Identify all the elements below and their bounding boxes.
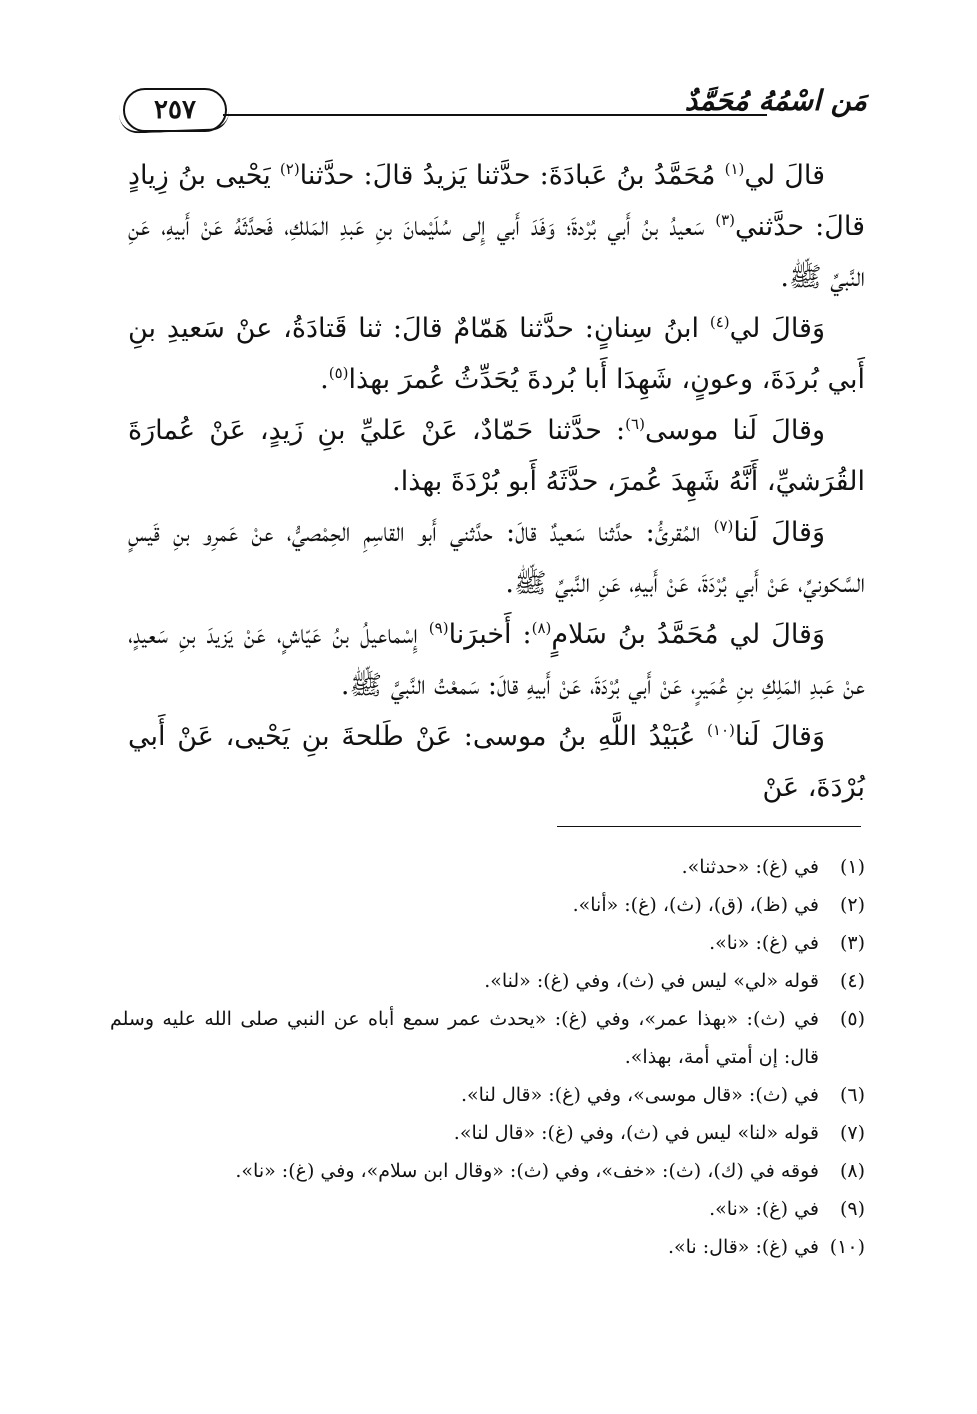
text-run: : حدَّثنا حَمّادٌ، عَنْ عَليِّ بنِ زَيدٍ، عَنْ عُمارَةَ القُرَشيِّ، أَنَّهُ شَهِدَ عُمرَ، حدَّثَهُ أَبو بُرْدَةَ بهذا. — [128, 415, 865, 497]
footnote-marker: (٦) — [625, 415, 645, 433]
footnotes — [110, 848, 865, 1266]
footnote-text: في (ث): «بهذا عمر»، وفي (غ): «يحدث عمر سمع أباه عن النبي صلى الله عليه وسلم قال: إن أمتي أمة، بهذا». — [110, 1008, 819, 1068]
text-run: . — [320, 364, 329, 395]
footnote-text: في (غ): «نا». — [709, 1198, 819, 1220]
footnote-number: (٨) — [839, 1160, 865, 1182]
footnote — [110, 1000, 865, 1076]
footnote — [110, 848, 865, 886]
footnote-marker: (٧) — [713, 517, 734, 535]
footnote-marker: (٤) — [709, 313, 730, 331]
paragraph — [128, 711, 865, 813]
paragraph — [128, 303, 865, 405]
footnote-marker: (٢) — [279, 160, 300, 178]
text-run: مُحَمَّدُ بنُ عَبادَةَ: حدَّثنا يَزيدُ قالَ: حدَّثنا — [299, 160, 725, 191]
footnote-text: قوله «لنا» ليس في (ث)، وفي (غ): «قال لنا». — [453, 1122, 819, 1144]
footnote-number: (١) — [839, 856, 865, 878]
footnote-marker: (٨) — [531, 619, 552, 637]
footnote-text: في (ظ)، (ق)، (ث)، (غ): «أنا». — [572, 894, 819, 916]
paragraph — [128, 507, 865, 609]
text-run: ابنُ سِنانٍ: حدَّثنا هَمّامٌ قالَ: ثنا قَتادَةُ، عنْ سَعيدِ بنِ أَبي بُردَةَ، وعونٍ، شَهِدَا أَبا بُردةَ يُحَدِّثُ عُمرَ بهذا — [128, 313, 865, 395]
text-run: وَقالَ لَنا — [733, 517, 825, 548]
footnote-marker: (٥) — [328, 364, 349, 382]
footnote-text: فوقه في (ك)، (ث): «خف»، وفي (ث): «وقال ابن سلام»، وفي (غ): «نا». — [235, 1160, 819, 1182]
footnote — [110, 1114, 865, 1152]
footnote-number: (٤) — [839, 970, 865, 992]
footnote-number: (٥) — [839, 1008, 865, 1030]
paragraph — [128, 405, 865, 507]
text-run: يَحْيى بنُ زِيادٍ قالَ: حدَّثني — [128, 160, 865, 242]
footnote-marker: (١٠) — [707, 721, 735, 739]
footnote-text: في (غ): «نا». — [709, 932, 819, 954]
footnote-number: (٣) — [839, 932, 865, 954]
footnote — [110, 1076, 865, 1114]
footnote-text: في (غ): «قال: نا». — [667, 1236, 819, 1258]
text-run: وَقالَ لي مُحَمَّدُ بنُ سَلامٍ — [551, 619, 825, 650]
footnote-number: (٩) — [839, 1198, 865, 1220]
paragraph — [128, 609, 865, 711]
paragraph — [128, 150, 865, 303]
footnote-marker: (١) — [724, 160, 745, 178]
footnote-marker: (٩) — [428, 619, 449, 637]
footnote-separator — [557, 826, 861, 827]
footnote — [110, 962, 865, 1000]
text-run: قالَ لي — [744, 160, 825, 191]
text-run: إِسْماعيلُ بنُ عَيّاشٍ، عَنْ يَزيدَ بنِ سَعيدٍ، عنْ عَبدِ المَلِكِ بنِ عُمَيرٍ، عَنْ أَبي بُرْدَةَ، عَنْ أَبيهِ قالَ: سَمعْتُ النَّبيَّ ﷺ. — [128, 619, 865, 701]
text-run: : أَخبرَنا — [448, 619, 532, 650]
footnote-text: قوله «لي» ليس في (ث)، وفي (غ): «لنا». — [484, 970, 819, 992]
text-run: وقالَ لَنا موسى — [644, 415, 825, 446]
footnote-number: (١٠) — [829, 1236, 865, 1258]
text-run: وَقالَ لي — [729, 313, 825, 344]
footnote-marker: (٣) — [715, 211, 736, 229]
main-text — [128, 150, 865, 813]
page-number: ٢٥٧ — [123, 88, 227, 132]
footnote-number: (٢) — [839, 894, 865, 916]
footnote — [110, 886, 865, 924]
page-header — [115, 84, 867, 134]
footnote-text: في (ث): «قال موسى»، وفي (غ): «قال لنا». — [460, 1084, 819, 1106]
footnote-text: في (غ): «حدثنا». — [681, 856, 819, 878]
footnote — [110, 1228, 865, 1266]
footnote-number: (٦) — [839, 1084, 865, 1106]
footnote — [110, 1190, 865, 1228]
text-run: سَعيدُ بنُ أَبي بُرْدةَ؛ وَفَدَ أَبي إِلى سُلَيْمانَ بنِ عَبدِ المَلكِ، فَحدَّثَهُ عَنْ أَبيهِ، عَنِ النَّبيِّ ﷺ. — [128, 211, 865, 293]
footnote-number: (٧) — [839, 1122, 865, 1144]
running-title: مَن اسْمُهُ مُحَمَّدٌ — [684, 84, 867, 117]
footnote — [110, 1152, 865, 1190]
text-run: وَقالَ لَنا — [734, 721, 825, 752]
text-run: عُبَيْدُ اللَّهِ بنُ موسى: عَنْ طَلحةَ بنِ يَحْيى، عَنْ أَبي بُرْدَةَ، عَنْ — [128, 721, 865, 803]
text-run: المُقرئُ: حدَّثنا سَعيدٌ قالَ: حدَّثني أَبو القاسِمِ الحِمْصيُّ، عنْ عَمرِو بنِ قَيسٍ السَّكونيِّ، عَنْ أَبي بُرْدَةَ، عَنْ أَبيهِ، عَنِ النَّبيِّ ﷺ. — [128, 517, 865, 599]
footnote — [110, 924, 865, 962]
